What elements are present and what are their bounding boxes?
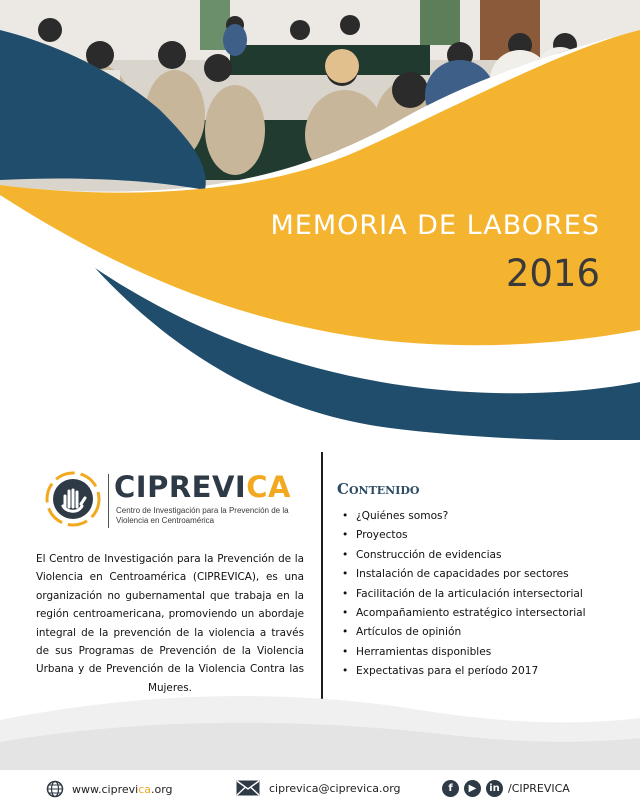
logo-name-dark: CIPREVI [114, 470, 247, 504]
envelope-icon [236, 780, 260, 796]
facebook-icon[interactable]: f [442, 780, 459, 797]
ciprevica-logo [44, 470, 314, 532]
contents-item: • Construcción de evidencias [342, 548, 502, 561]
contents-item: • Proyectos [342, 529, 408, 542]
globe-icon [46, 780, 64, 798]
column-divider [321, 452, 323, 722]
contents-item: • Instalación de capacidades por sectores [342, 568, 569, 581]
website-text: www.ciprevica.org [72, 782, 173, 796]
contents-item: • Herramientas disponibles [342, 645, 492, 658]
bottom-swoosh [0, 690, 640, 770]
hand-icon [44, 470, 102, 528]
youtube-icon[interactable]: ▶ [464, 780, 481, 797]
contents-item: • Expectativas para el período 2017 [342, 665, 539, 678]
contents-item: • Artículos de opinión [342, 626, 462, 639]
contents-heading: Contenido [337, 480, 420, 498]
contents-item: • Facilitación de la articulación intersectorial [342, 587, 583, 600]
contents-item: • Acompañamiento estratégico intersectorial [342, 607, 586, 620]
report-year: 2016 [505, 252, 600, 295]
linkedin-icon[interactable]: in [486, 780, 503, 797]
social-handle: /CIPREVICA [508, 782, 570, 795]
email-link[interactable] [236, 780, 401, 796]
contents-item: • ¿Quiénes somos? [342, 510, 449, 522]
website-link[interactable] [46, 780, 173, 798]
logo-name [114, 470, 291, 504]
social-links [442, 780, 570, 797]
intro-paragraph: El Centro de Investigación para la Prevención de la Violencia en Centroamérica (CIPREVICA), es una organización no gubernamental que trabaja en la región centroamericana, promoviendo un abordaje integral de la prevención de la violencia a través de sus Programas de Prevención de la Violencia Urbana y de Prevención de la Violencia Contra las Mujeres. [36, 553, 304, 694]
logo-name-gold: CA [246, 470, 291, 504]
report-title: MEMORIA DE LABORES [270, 210, 600, 241]
contents-list [342, 507, 586, 682]
logo-divider [108, 474, 109, 528]
email-text: ciprevica@ciprevica.org [269, 781, 401, 795]
footer [0, 776, 640, 800]
logo-tagline: Centro de Investigación para la Prevención de la Violencia en Centroamérica [116, 506, 289, 525]
